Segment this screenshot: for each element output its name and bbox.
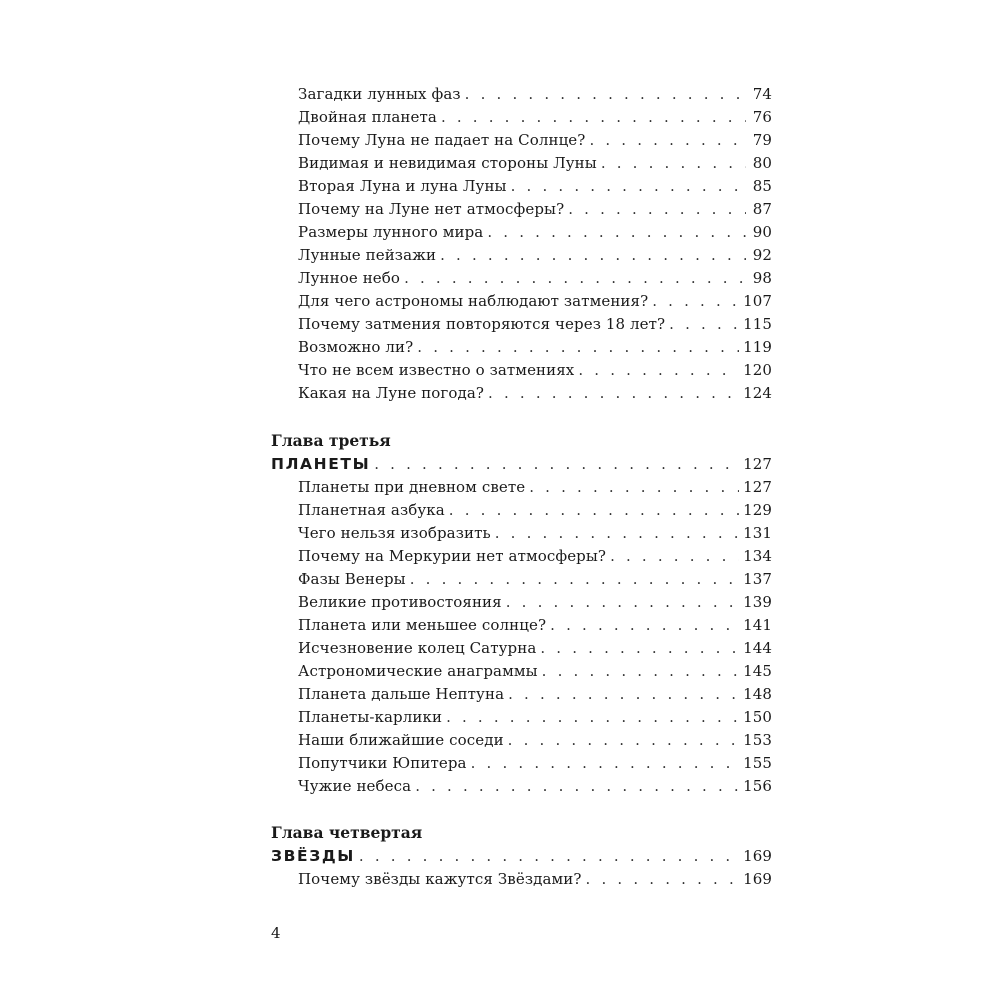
- toc-entry-page: 134: [743, 547, 772, 565]
- toc-entry: [271, 499, 772, 522]
- toc-entry: [271, 175, 772, 198]
- toc-entry: [271, 729, 772, 752]
- table-of-contents: [271, 83, 772, 891]
- toc-entry-page: 98: [752, 269, 772, 287]
- toc-chapter-4: [271, 821, 772, 891]
- toc-entry-page: 115: [743, 315, 772, 333]
- spacer: [271, 405, 772, 429]
- dot-leader: [446, 706, 739, 729]
- toc-entry-page: 145: [743, 662, 772, 680]
- toc-entry-title: Загадки лунных фаз: [298, 85, 461, 103]
- dot-leader: [495, 522, 739, 545]
- toc-section-moon: [271, 83, 772, 405]
- toc-entry: [271, 545, 772, 568]
- toc-entry-page: 131: [743, 524, 772, 542]
- toc-entry: [271, 660, 772, 683]
- dot-leader: [669, 313, 739, 336]
- dot-leader: [578, 359, 739, 382]
- toc-entry-page: 148: [743, 685, 772, 703]
- toc-entry: [271, 313, 772, 336]
- toc-entry: [271, 476, 772, 499]
- dot-leader: [540, 637, 739, 660]
- toc-entry-title: Попутчики Юпитера: [298, 754, 467, 772]
- toc-entry-page: 124: [743, 384, 772, 402]
- chapter-heading-entry: [271, 845, 772, 868]
- dot-leader: [488, 382, 739, 405]
- toc-entry-title: Лунное небо: [298, 269, 401, 287]
- dot-leader: [508, 729, 739, 752]
- toc-entry-page: 137: [743, 570, 772, 588]
- toc-entry-title: Двойная планета: [298, 108, 437, 126]
- dot-leader: [511, 175, 746, 198]
- toc-entry: [271, 106, 772, 129]
- dot-leader: [471, 752, 739, 775]
- toc-entry-page: 129: [743, 501, 772, 519]
- toc-entry: [271, 290, 772, 313]
- toc-entry: [271, 83, 772, 106]
- toc-entry-title: Чего нельзя изобразить: [298, 524, 491, 542]
- toc-entry-title: Планеты-карлики: [298, 708, 443, 726]
- toc-entry-page: 169: [743, 847, 772, 865]
- toc-entry-title: Лунные пейзажи: [298, 246, 437, 264]
- toc-entry: [271, 522, 772, 545]
- toc-entry: [271, 752, 772, 775]
- dot-leader: [465, 83, 746, 106]
- toc-entry: [271, 129, 772, 152]
- toc-entry: [271, 198, 772, 221]
- toc-entry-title: Планеты при дневном свете: [298, 478, 526, 496]
- toc-entry-title: Почему на Луне нет атмосферы?: [298, 200, 565, 218]
- dot-leader: [568, 198, 746, 221]
- toc-entry: [271, 221, 772, 244]
- dot-leader: [601, 152, 746, 175]
- toc-entry-page: 74: [752, 85, 772, 103]
- dot-leader: [440, 244, 746, 267]
- toc-entry-page: 127: [743, 478, 772, 496]
- toc-entry-page: 153: [743, 731, 772, 749]
- toc-entry-title: Планета или меньшее солнце?: [298, 616, 547, 634]
- chapter-heading-entry: [271, 453, 772, 476]
- toc-entry: [271, 382, 772, 405]
- toc-entry: [271, 267, 772, 290]
- toc-entry-title: Вторая Луна и луна Луны: [298, 177, 507, 195]
- toc-entry-title: Для чего астрономы наблюдают затмения?: [298, 292, 649, 310]
- toc-entry-title: Почему на Меркурии нет атмосферы?: [298, 547, 607, 565]
- chapter-label: Глава третья: [271, 431, 391, 450]
- dot-leader: [417, 336, 739, 359]
- chapter-title: ПЛАНЕТЫ: [271, 455, 371, 473]
- chapter-label: Глава четвертая: [271, 823, 423, 842]
- toc-entry-page: 156: [743, 777, 772, 795]
- dot-leader: [586, 868, 740, 891]
- dot-leader: [508, 683, 739, 706]
- toc-entry-title: Планетная азбука: [298, 501, 445, 519]
- chapter-title: ЗВЁЗДЫ: [271, 847, 355, 865]
- toc-entry: [271, 637, 772, 660]
- dot-leader: [589, 129, 746, 152]
- toc-entry-title: Фазы Венеры: [298, 570, 406, 588]
- toc-entry-page: 107: [743, 292, 772, 310]
- toc-entry-page: 127: [743, 455, 772, 473]
- toc-entry-page: 120: [743, 361, 772, 379]
- toc-entry: [271, 152, 772, 175]
- toc-entry: [271, 775, 772, 798]
- toc-entry-page: 87: [752, 200, 772, 218]
- toc-entry-page: 150: [743, 708, 772, 726]
- toc-entry-page: 144: [743, 639, 772, 657]
- dot-leader: [410, 568, 739, 591]
- dot-leader: [610, 545, 739, 568]
- toc-entry-title: Планета дальше Нептуна: [298, 685, 505, 703]
- toc-entry-title: Чужие небеса: [298, 777, 412, 795]
- toc-entry-title: Почему Луна не падает на Солнце?: [298, 131, 586, 149]
- toc-entry: [271, 683, 772, 706]
- toc-entry-title: Размеры лунного мира: [298, 223, 484, 241]
- toc-entry-title: Возможно ли?: [298, 338, 414, 356]
- page-number: 4: [271, 924, 281, 942]
- toc-entry: [271, 336, 772, 359]
- toc-entry-title: Наши ближайшие соседи: [298, 731, 504, 749]
- toc-entry: [271, 614, 772, 637]
- toc-entry: [271, 706, 772, 729]
- toc-entry: [271, 244, 772, 267]
- dot-leader: [529, 476, 739, 499]
- toc-entry-title: Почему затмения повторяются через 18 лет?: [298, 315, 666, 333]
- spacer: [271, 798, 772, 821]
- toc-entry-title: Великие противостояния: [298, 593, 502, 611]
- toc-entry: [271, 359, 772, 382]
- toc-entry-page: 79: [752, 131, 772, 149]
- toc-entry-title: Какая на Луне погода?: [298, 384, 485, 402]
- toc-entry: [271, 568, 772, 591]
- toc-entry-title: Видимая и невидимая стороны Луны: [298, 154, 597, 172]
- toc-entry-page: 92: [752, 246, 772, 264]
- dot-leader: [506, 591, 739, 614]
- toc-entry-title: Почему звёзды кажутся Звёздами?: [298, 870, 582, 888]
- dot-leader: [374, 453, 739, 476]
- toc-entry-page: 90: [752, 223, 772, 241]
- toc-entry-page: 85: [752, 177, 772, 195]
- toc-entry-page: 80: [752, 154, 772, 172]
- toc-entry-title: Астрономические анаграммы: [298, 662, 538, 680]
- toc-chapter-3: [271, 429, 772, 798]
- toc-entry-page: 169: [743, 870, 772, 888]
- toc-entry-page: 155: [743, 754, 772, 772]
- toc-entry-title: Что не всем известно о затмениях: [298, 361, 575, 379]
- toc-entry-page: 119: [743, 338, 772, 356]
- dot-leader: [441, 106, 746, 129]
- toc-entry-page: 141: [743, 616, 772, 634]
- toc-entry-page: 139: [743, 593, 772, 611]
- dot-leader: [449, 499, 739, 522]
- dot-leader: [542, 660, 739, 683]
- toc-entry: [271, 591, 772, 614]
- dot-leader: [415, 775, 739, 798]
- dot-leader: [652, 290, 739, 313]
- dot-leader: [487, 221, 746, 244]
- dot-leader: [550, 614, 739, 637]
- toc-entry-page: 76: [752, 108, 772, 126]
- toc-entry: [271, 868, 772, 891]
- toc-entry-title: Исчезновение колец Сатурна: [298, 639, 537, 657]
- dot-leader: [404, 267, 746, 290]
- dot-leader: [359, 845, 739, 868]
